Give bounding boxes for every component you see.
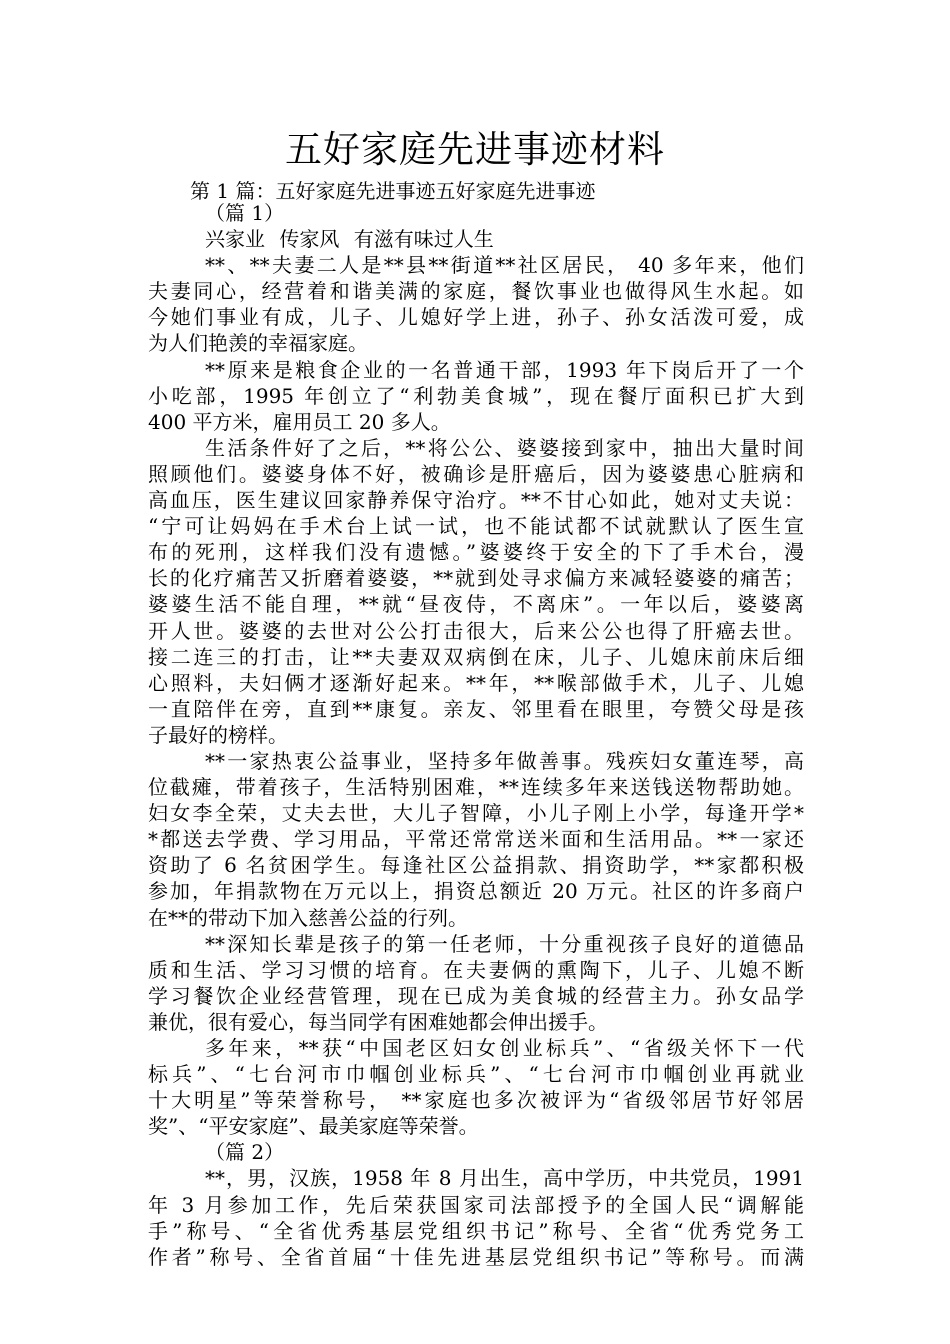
text-line: 一直陪伴在旁，直到**康复。亲友、邻里看在眼里，夸赞父母是孩 (148, 696, 804, 721)
document-subtitle: 第 1 篇：五好家庭先进事迹五好家庭先进事迹 (190, 179, 596, 203)
document-body (148, 200, 804, 1270)
text-line: 手”称号、“全省优秀基层党组织书记”称号、全省“优秀党务工 (148, 1218, 804, 1243)
text-line: 在**的带动下加入慈善公益的行列。 (148, 905, 468, 930)
text-line: **深知长辈是孩子的第一任老师，十分重视孩子良好的道德品 (205, 931, 804, 956)
text-line: 作者”称号、全省首届“十佳先进基层党组织书记”等称号。而满 (148, 1244, 804, 1269)
text-line: 子最好的榜样。 (148, 722, 288, 747)
text-line: 接二连三的打击，让**夫妻双双病倒在床，儿子、儿媳床前床后细 (148, 644, 804, 669)
text-line: 照顾他们。婆婆身体不好，被确诊是肝癌后，因为婆婆患心脏病和 (148, 461, 804, 486)
text-line: 资助了 6 名贫困学生。每逢社区公益捐款、捐资助学，**家都积极 (148, 853, 804, 878)
text-line: 质和生活、学习习惯的培育。在夫妻俩的熏陶下，儿子、儿媳不断 (148, 957, 804, 982)
section-label: （篇 1） (205, 201, 285, 225)
text-line: 十大明星”等荣誉称号， **家庭也多次被评为“省级邻居节好邻居 (148, 1088, 804, 1113)
text-line: 学习餐饮企业经营管理，现在已成为美食城的经营主力。孙女品学 (148, 983, 804, 1008)
text-line: 小吃部，1995 年创立了“利勃美食城”，现在餐厅面积已扩大到 (148, 383, 804, 408)
text-line: 奖”、“平安家庭”、最美家庭等荣誉。 (148, 1114, 479, 1139)
text-line: 标兵”、“七台河市巾帼创业标兵”、“七台河市巾帼创业再就业 (148, 1062, 804, 1087)
text-line: **，男，汉族，1958 年 8 月出生，高中学历，中共党员，1991 (205, 1166, 804, 1191)
text-line: 高血压，医生建议回家静养保守治疗。**不甘心如此，她对丈夫说： (148, 488, 804, 513)
text-line: 年 3 月参加工作，先后荣获国家司法部授予的全国人民“调解能 (148, 1192, 804, 1217)
text-line: 位截瘫，带着孩子，生活特别困难，**连续多年来送钱送物帮助她。 (148, 775, 804, 800)
text-line: 400 平方米，雇用员工 20 多人。 (148, 409, 451, 434)
text-line: 长的化疗痛苦又折磨着婆婆，**就到处寻求偏方来减轻婆婆的痛苦； (148, 566, 804, 591)
text-line: *都送去学费、学习用品，平常还常常送米面和生活用品。**一家还 (148, 827, 804, 852)
text-line: 为人们艳羡的幸福家庭。 (148, 331, 368, 356)
text-line: 妇女李全荣，丈夫去世，大儿子智障，小儿子刚上小学，每逢开学* (148, 801, 804, 826)
text-line: “宁可让妈妈在手术台上试一试，也不能试都不试就默认了医生宣 (148, 514, 804, 539)
text-line: **一家热衷公益事业，坚持多年做善事。残疾妇女董连琴，高 (205, 748, 804, 773)
text-line: 婆婆生活不能自理，**就“昼夜侍，不离床”。一年以后，婆婆离 (148, 592, 804, 617)
text-line: 兼优，很有爱心，每当同学有困难她都会伸出援手。 (148, 1009, 608, 1034)
text-line: **、**夫妻二人是**县**街道**社区居民， 40 多年来，他们 (205, 253, 804, 278)
text-line: 今她们事业有成，儿子、儿媳好学上进，孙子、孙女活泼可爱，成 (148, 305, 804, 330)
text-line: 布的死刑，这样我们没有遗憾。”婆婆终于安全的下了手术台，漫 (148, 540, 804, 565)
text-line: 生活条件好了之后，**将公公、婆婆接到家中，抽出大量时间 (205, 435, 804, 460)
text-line: 开人世。婆婆的去世对公公打击很大，后来公公也得了肝癌去世。 (148, 618, 804, 643)
section-label: （篇 2） (205, 1140, 285, 1165)
text-line: 多年来，**获“中国老区妇女创业标兵”、“省级关怀下一代 (205, 1036, 804, 1060)
text-line: 参加，年捐款物在万元以上，捐资总额近 20 万元。社区的许多商户 (148, 879, 804, 904)
document-title: 五好家庭先进事迹材料 (285, 128, 665, 171)
text-line: 心照料，夫妇俩才逐渐好起来。**年，**喉部做手术，儿子、儿媳 (148, 670, 804, 695)
section-heading: 兴家业 传家风 有滋有味过人生 (205, 227, 494, 252)
text-line: **原来是粮食企业的一名普通干部，1993 年下岗后开了一个 (205, 357, 804, 382)
text-line: 夫妻同心，经营着和谐美满的家庭，餐饮事业也做得风生水起。如 (148, 279, 804, 304)
